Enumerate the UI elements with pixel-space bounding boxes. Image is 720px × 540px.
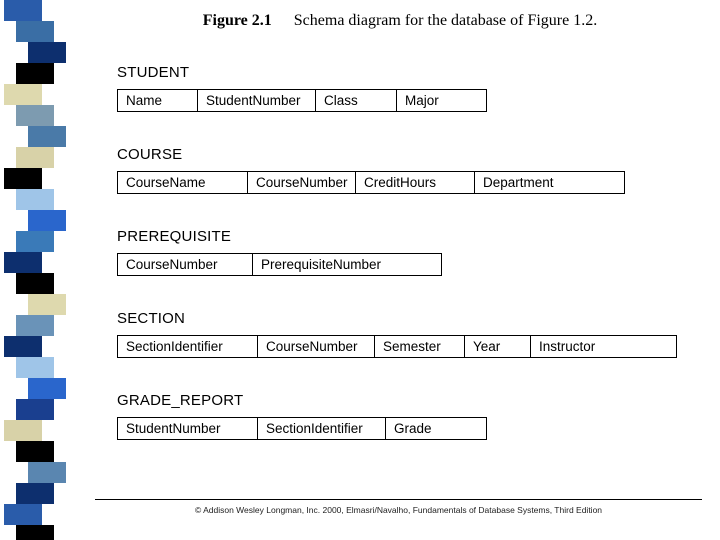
figure-caption: Schema diagram for the database of Figure 1.2. [293,12,598,29]
column-cell: StudentNumber [118,418,258,440]
strip-block [16,357,54,378]
strip-block [16,21,54,42]
table-name-grade-report: GRADE_REPORT [117,392,244,409]
column-cell: Major [397,90,487,112]
strip-block [16,399,54,420]
table-block-section [117,310,677,358]
strip-block [28,126,66,147]
strip-block [16,231,54,252]
strip-block [4,336,42,357]
column-cell: Year [465,336,531,358]
column-cell: Grade [386,418,487,440]
strip-block [28,378,66,399]
table-block-prerequisite [117,228,677,276]
column-cell: CourseNumber [248,172,356,194]
strip-block [4,84,42,105]
strip-block [4,252,42,273]
table-block-grade-report [117,392,677,440]
strip-block [4,168,42,189]
strip-block [28,210,66,231]
column-cell: CourseName [118,172,248,194]
strip-block [28,462,66,483]
column-cell: SectionIdentifier [118,336,258,358]
column-cell: CourseNumber [258,336,375,358]
column-cell: Name [118,90,198,112]
copyright-text: © Addison Wesley Longman, Inc. 2000, Elmasri/Navalho, Fundamentals of Database Systems, Third Edition [194,505,603,515]
strip-block [4,420,42,441]
table-course [117,171,625,194]
table-name-student: STUDENT [117,64,190,81]
strip-block [16,441,54,462]
strip-block [16,315,54,336]
strip-block [16,273,54,294]
table-grade-report [117,417,487,440]
strip-block [28,42,66,63]
column-cell: Department [475,172,625,194]
table-block-course [117,146,677,194]
table-name-section: SECTION [117,310,186,327]
strip-block [16,147,54,168]
strip-block [16,63,54,84]
column-cell: PrerequisiteNumber [253,254,442,276]
column-cell: SectionIdentifier [258,418,386,440]
table-name-prerequisite: PREREQUISITE [117,228,232,245]
strip-block [4,504,42,525]
table-section [117,335,677,358]
strip-block [28,294,66,315]
footer-divider [95,499,702,500]
column-cell: CourseNumber [118,254,253,276]
strip-block [16,525,54,540]
column-cell: Class [316,90,397,112]
column-cell: CreditHours [356,172,475,194]
column-cell: Instructor [531,336,677,358]
strip-block [16,105,54,126]
decorative-strip [0,0,80,540]
table-student [117,89,487,112]
table-name-course: COURSE [117,146,183,163]
figure-title [90,12,710,30]
column-cell: StudentNumber [198,90,316,112]
column-cell: Semester [375,336,465,358]
strip-block [4,0,42,21]
figure-number: Figure 2.1 [202,12,272,29]
table-prerequisite [117,253,442,276]
strip-block [16,483,54,504]
strip-block [16,189,54,210]
table-block-student [117,64,677,112]
schema-tables [117,64,677,474]
